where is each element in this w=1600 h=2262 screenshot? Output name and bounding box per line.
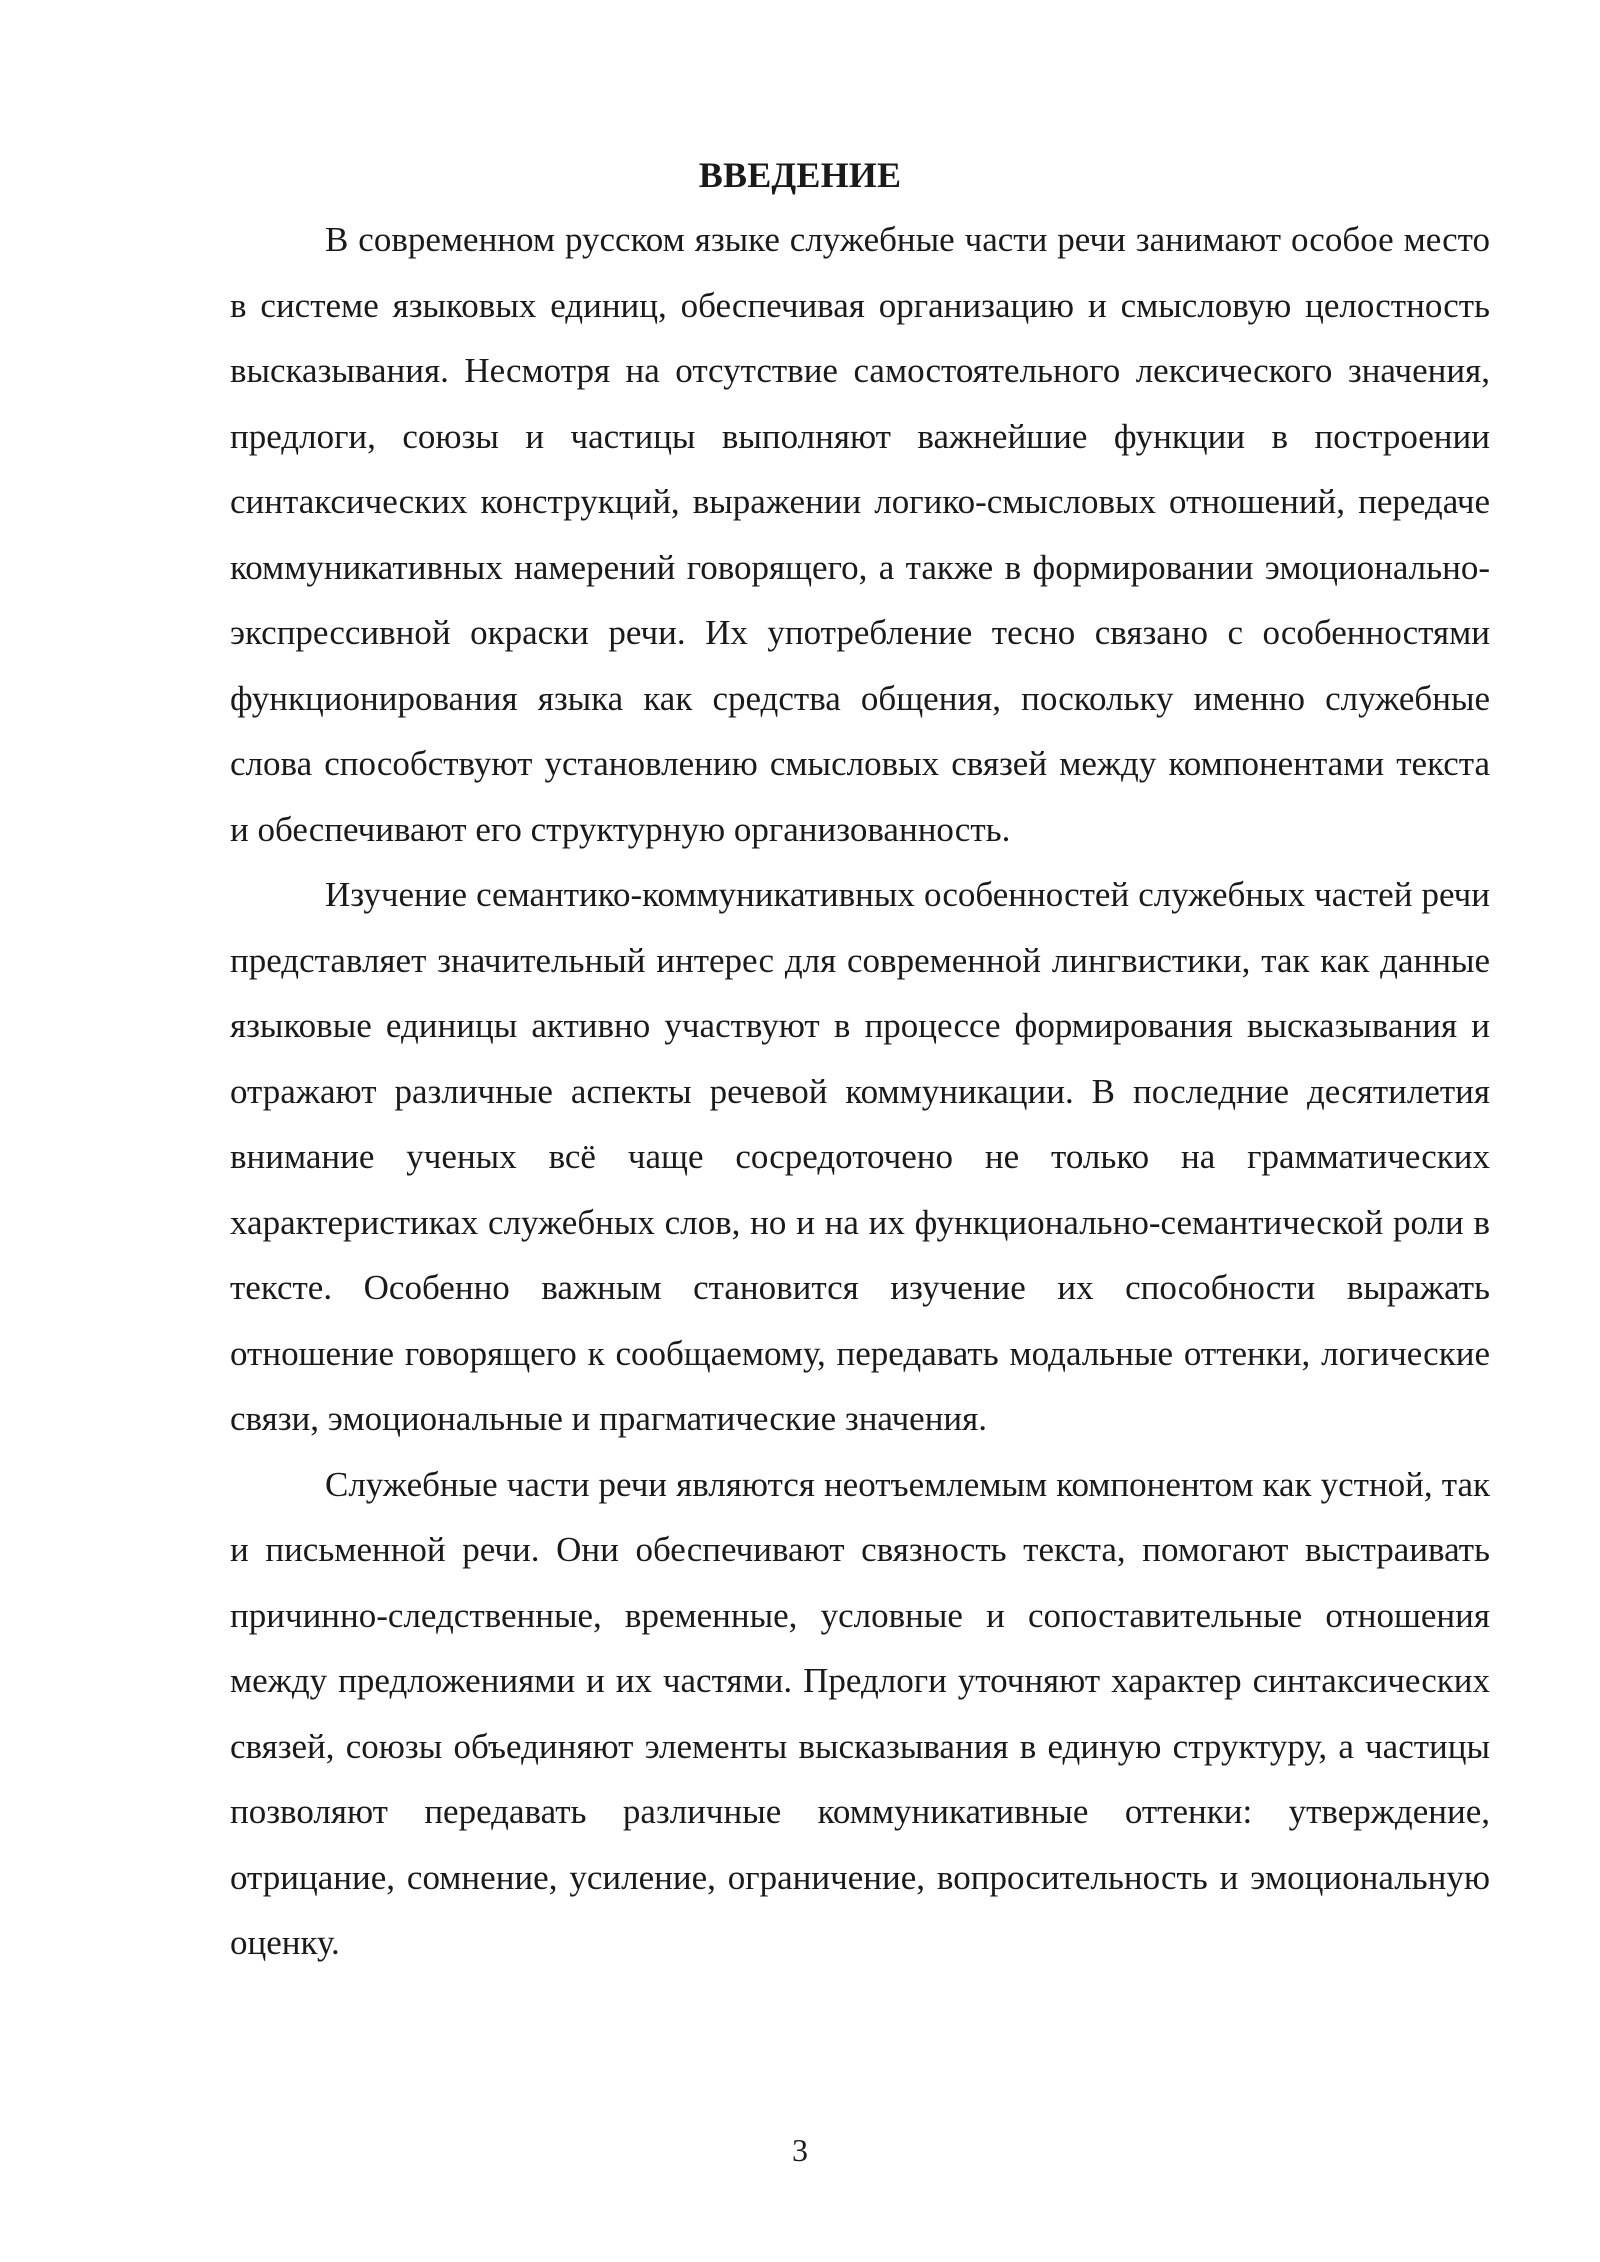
body-text [230,207,1490,1976]
page-title: ВВЕДЕНИЕ [698,155,902,195]
paragraph-1: В современном русском языке служебные части речи занимают особое место в системе языковых единиц, обеспечивая организацию и смысловую целостность высказывания. Несмотря на отсутствие самостоятельного лексического значения, предлоги, союзы и частицы выполняют важнейшие функции в построении синтаксических конструкций, выражении логико-смысловых отношений, передаче коммуникативных намерений говорящего, а также в формировании эмоционально-экспрессивной окраски речи. Их употребление тесно связано с особенностями функционирования языка как средства общения, поскольку именно служебные слова способствуют установлению смысловых связей между компонентами текста и обеспечивают его структурную организованность. [230,220,1490,849]
page-number: 3 [792,2132,808,2168]
paragraph-2: Изучение семантико-коммуникативных особенностей служебных частей речи представляет значительный интерес для современной лингвистики, так как данные языковые единицы активно участвуют в процессе формирования высказывания и отражают различные аспекты речевой коммуникации. В последние десятилетия внимание ученых всё чаще сосредоточено не только на грамматических характеристиках служебных слов, но и на их функционально-семантической роли в тексте. Особенно важным становится изучение их способности выражать отношение говорящего к сообщаемому, передавать модальные оттенки, логические связи, эмоциональные и прагматические значения. [230,875,1490,1438]
paragraph-3: Служебные части речи являются неотъемлемым компонентом как устной, так и письменной речи. Они обеспечивают связность текста, помогают выстраивать причинно-следственные, временные, условные и сопоставительные отношения между предложениями и их частями. Предлоги уточняют характер синтаксических связей, союзы объединяют элементы высказывания в единую структуру, а частицы позволяют передавать различные коммуникативные оттенки: утверждение, отрицание, сомнение, усиление, ограничение, вопросительность и эмоциональную оценку. [230,1464,1490,1962]
